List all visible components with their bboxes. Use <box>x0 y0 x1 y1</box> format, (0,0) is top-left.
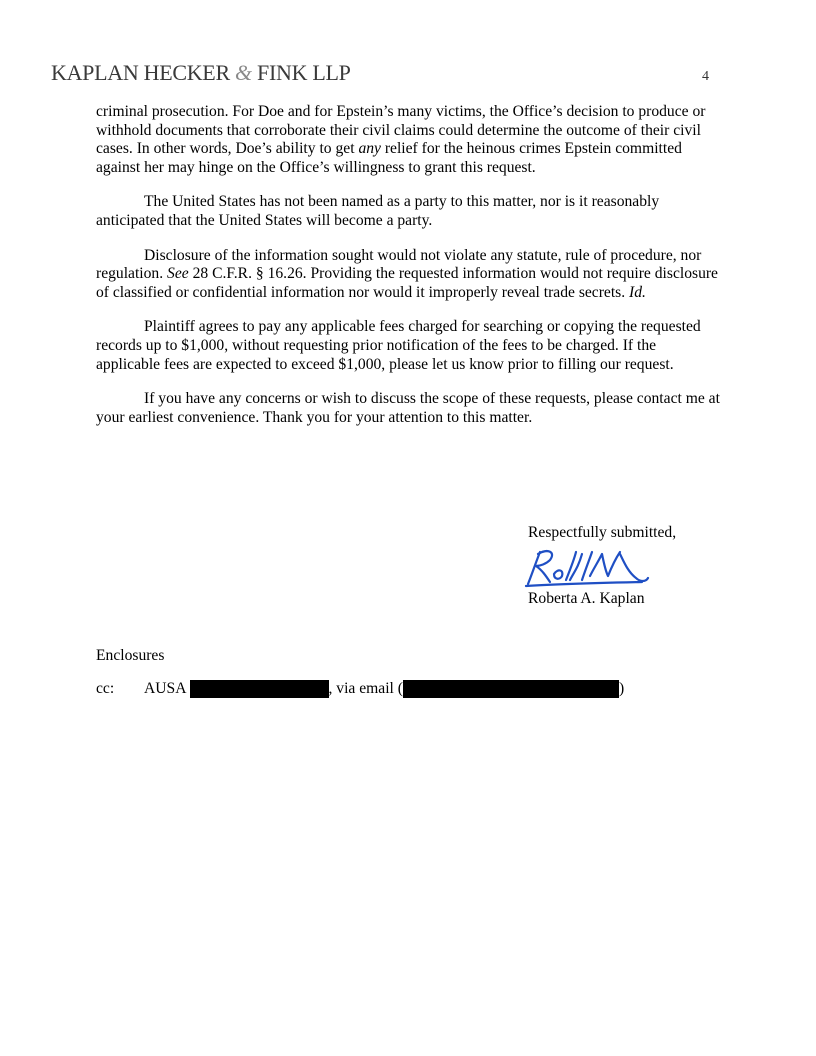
firm-name-part2: FINK LLP <box>251 60 351 85</box>
paragraph-3-text-b: 28 C.F.R. § 16.26. Providing the requested information would not require disclosure of classified or confidential information nor would it improperly reveal trade secrets. <box>96 265 718 301</box>
firm-name-ampersand: & <box>235 60 252 85</box>
cc-suffix: ) <box>618 680 625 697</box>
letter-body <box>96 103 724 443</box>
closing-block <box>528 524 676 608</box>
cc-line <box>96 680 624 698</box>
paragraph-5: If you have any concerns or wish to discuss the scope of these requests, please contact me at your earliest convenience. Thank you for your attention to this matter. <box>96 390 720 426</box>
firm-name-part1: KAPLAN HECKER <box>51 60 236 85</box>
salutation: Respectfully submitted, <box>528 524 677 541</box>
paragraph-2: The United States has not been named as a party to this matter, nor is it reasonably anticipated that the United States will become a party. <box>96 193 660 229</box>
citation-id: Id. <box>629 283 646 301</box>
signer-name: Roberta A. Kaplan <box>528 590 645 607</box>
page-number: 4 <box>702 69 709 84</box>
paragraph-1-text-b: relief for the heinous crimes Epstein committed against her may hinge on the Office’s willingness to grant this request. <box>96 140 682 176</box>
paragraph-1 <box>96 103 724 177</box>
paragraph-3-text-a: Disclosure of the information sought would not violate any statute, rule of procedure, nor regulation. <box>96 246 702 283</box>
paragraph-1-text-a: criminal prosecution. For Doe and for Epstein’s many victims, the Office’s decision to produce or withhold documents that corroborate their civil claims could determine the outcome of their civil cases. In other words, Doe’s ability to get <box>96 103 706 158</box>
paragraph-4: Plaintiff agrees to pay any applicable fees charged for searching or copying the requested records up to $1,000, without requesting prior notification of the fees to be charged. If the applicable fees are expected to exceed $1,000, please let us know prior to filling our request. <box>96 318 701 373</box>
emphasis-any: any <box>358 140 381 158</box>
redaction-email <box>403 680 619 698</box>
cc-middle: , via email ( <box>328 680 403 697</box>
firm-logo <box>51 60 351 86</box>
paragraph-3 <box>96 247 724 303</box>
redaction-name <box>190 680 329 698</box>
cc-prefix: AUSA <box>144 680 190 697</box>
cc-label: cc: <box>96 680 115 697</box>
citation-see: See <box>167 265 189 283</box>
handwritten-signature <box>524 546 650 590</box>
enclosures-label: Enclosures <box>96 647 165 664</box>
